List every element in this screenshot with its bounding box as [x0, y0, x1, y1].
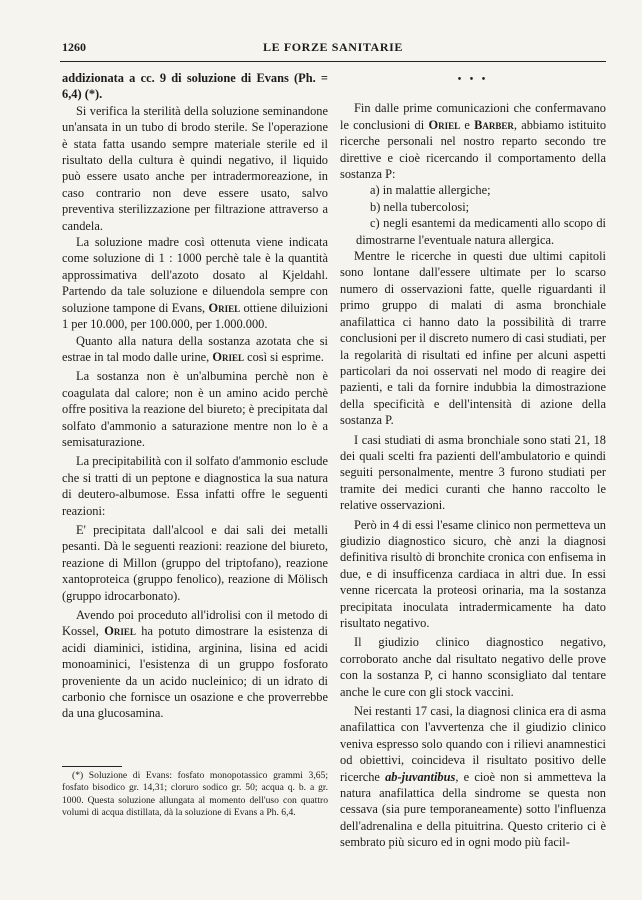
paragraph: Mentre le ricerche in questi due ultimi capitoli sono lontane dall'essere ultimate per lo scarso numero di osservazioni fatte, quelle riguardanti il primo gruppo di malati di asma bronchiale anafilattica ci hanno dato la possibilità di trarre conclusioni per il discreto numero di casi studiati, per la regolarità di risultati ed infine per alcuni aspetti particolari da noi osservati nel modo di reagire dei pazienti, e tali da fornire indubbia la dimostrazione della specificità e dell'intensità di azione della sostanza P.	[340, 249, 606, 428]
paragraph	[62, 333, 328, 366]
author-name: Oriel	[208, 300, 241, 315]
paragraph-text: , e cioè non si ammetteva la natura anafilattica della sindrome se questa non cessava (sia pure temporaneamente) sotto l'influenza dell'adrenalina e della pituitrina. Questo criterio ci è sembrato più sicuro ed in ogni modo più facil-	[340, 769, 606, 850]
list-item: a) in malattie allergiche;	[370, 183, 491, 198]
paragraph	[62, 607, 328, 722]
paragraph: Il giudizio clinico diagnostico negativo, corroborato anche dal risultato negativo delle prove con la sostanza P, ci hanno sconsigliato dal tentare anche le cure con gli stock vaccini.	[340, 635, 606, 699]
footnote-text: (*) Soluzione di Evans: fosfato monopotassico grammi 3,65; fosfato bisodico gr. 14,31; cloruro sodico gr. 50; acqua q. b. a gr. 1000. Questa soluzione allungata al momento dell'uso con quattro volumi di acqua distillata, dà la soluzione di Evans a Ph. 6,4.	[62, 770, 328, 819]
paragraph-text: Avendo poi proceduto all'idrolisi con il metodo di Kossel,	[62, 608, 328, 639]
paragraph-text: Nei restanti 17 casi, la diagnosi clinica era di asma anafilattica con l'avvertenza che il giudizio clinico veniva espresso solo quando con i rilievi anamnestici od obiettivi, coincideva il risultato positivo delle ricerche	[340, 704, 606, 784]
page-number: 1260	[62, 40, 86, 54]
paragraph-text: e	[460, 117, 475, 132]
paragraph: E' precipitata dall'alcool e dai sali dei metalli pesanti. Dà le seguenti reazioni: reazione del biureto, reazione di Millon (gruppo del triptofano), reazione xantoproteica (gruppo fenolico), reazione di Mölisch (gruppo idrocarbonato).	[62, 522, 328, 603]
paragraph: addizionata a cc. 9 di soluzione di Evans (Ph. = 6,4) (*).	[62, 71, 328, 102]
running-header	[62, 40, 604, 58]
footnote-rule	[62, 766, 122, 767]
paragraph: Si verifica la sterilità della soluzione seminandone un'ansata in un tubo di brodo sterile. Se l'operazione è stata fatta usando sempre materiale sterile ed il risultato della cultura è quindi negativo, il liquido può essere usato anche per intradermoreazione, in caso contrario non deve essere usato, salvo preventiva sterilizzazione per filtrazione attraverso a candela.	[62, 103, 328, 233]
footnote	[62, 770, 328, 820]
paragraph-text: ottiene diluizioni 1 per 10.000, per 100.000, per 1.000.000.	[62, 300, 329, 332]
paragraph	[340, 703, 606, 851]
paragraph	[340, 100, 606, 182]
list-item: b) nella tubercolosi;	[370, 199, 470, 214]
paragraph-text: Quanto alla natura della sostanza azotata che si estrae in tal modo dalle urine,	[62, 333, 328, 364]
journal-title: LE FORZE SANITARIE	[263, 40, 403, 54]
list-item: c) negli esantemi da medicamenti allo scopo di dimostrarne l'eventuale natura allergica.	[356, 216, 606, 247]
emphasis-text: ab-juvantibus	[385, 769, 456, 784]
paragraph: La sostanza non è un'albumina perchè non è coagulata dal calore; non è un amino acido perchè offre positiva la reazione del biureto; è precipitata dal solfato d'ammonio a saturazione mentre non lo è a semisaturazione.	[62, 369, 328, 449]
author-name: Oriel	[104, 624, 136, 639]
author-name: Oriel	[212, 349, 245, 364]
left-column	[62, 70, 328, 722]
header-rule	[60, 61, 606, 62]
paragraph: La precipitabilità con il solfato d'ammonio esclude che si tratti di un peptone e diagnostica la sua natura di deutero-albumose. Essa infatti offre le seguenti reazioni:	[62, 454, 328, 518]
paragraph-text: ha potuto dimostrare la esistenza di acidi diaminici, istidina, arginina, lisina ed acidi monoaminici, l'esistenza di un gruppo fosforato proveniente da un acido nucleinico; di un idrato di carbonio che fornisce un osazione e che proverrebbe da una glucosamina.	[62, 624, 328, 721]
section-separator: • • •	[457, 74, 489, 85]
paragraph: I casi studiati di asma bronchiale sono stati 21, 18 dei quali scelti fra pazienti dell'ambulatorio e quindi seguiti personalmente, mentre 3 furono studiati per tramite dei medici curanti che hanno raccolto le relative osservazioni.	[340, 432, 606, 513]
right-column	[340, 70, 606, 851]
paragraph: Però in 4 di essi l'esame clinico non permetteva un giudizio diagnostico sicuro, chè anzi la diagnosi definitiva risultò di bronchite cronica con enfisema in due, e di insufficenza cardiaca in altri due. In essi venne ricercata la proteosi orinaria, ma la sostanza precipitata inoculata intradermicamente ha dato risultato negativo.	[340, 517, 606, 630]
author-name: Barber	[474, 117, 514, 132]
author-name: Oriel	[428, 117, 461, 132]
paragraph-text: Fin dalle prime comunicazioni che confermavano le conclusioni di	[340, 101, 606, 132]
paragraph-text: così si esprime.	[244, 349, 324, 364]
paragraph	[62, 234, 328, 332]
paragraph-text: , abbiamo istituito ricerche personali nel nostro reparto secondo tre direttive e cioè ricercando il comportamento della sostanza P:	[340, 117, 607, 182]
paragraph-text: La soluzione madre così ottenuta viene indicata come soluzione di 1 : 1000 perchè tale è la quantità approssimativa dell'azoto dosato al Kjeldahl. Partendo da tale soluzione e diluendola sempre con soluzione tampone di Evans,	[62, 235, 328, 315]
